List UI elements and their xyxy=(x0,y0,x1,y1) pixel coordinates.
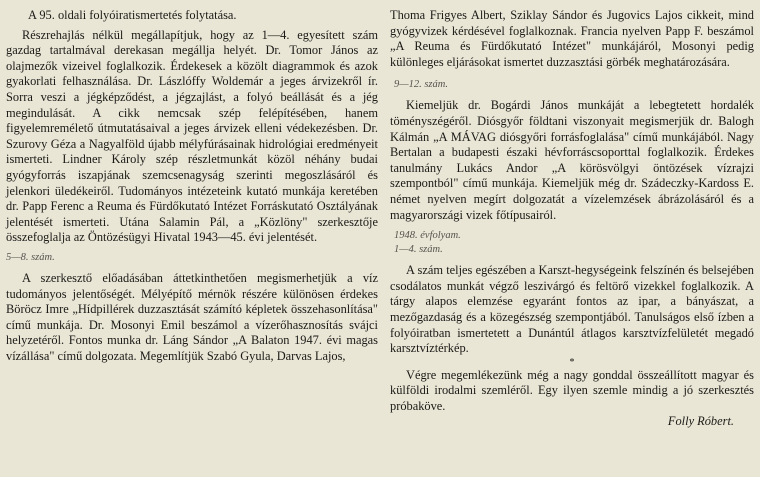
paragraph-1948-issue: A szám teljes egészében a Karszt-hegységeink felszínén és belsejében csodálatos munkát végző leszivárgó és feltörő vizekkel foglalkozik. A tárgy alapos elemzése egyaránt fontos az ipar, a bányászat, a mezőgazdaság és a közegészség szempontjából. Tanulságos első ízben a folyóiratban ismertetett a Dunántúl átlagos karsztvízfelületét megadó karsztvíztérkép. xyxy=(390,263,754,356)
paragraph-closing: Végre megemlékezünk még a nagy gonddal összeállított magyar és külföldi irodalmi szemléről. Egy ilyen szemle mindig a jó szerkesztés próbaköve. xyxy=(390,367,754,413)
section-heading-1948-1-4: 1—4. szám. xyxy=(394,244,443,256)
paragraph-issue-1-4: Részrehajlás nélkül megállapítjuk, hogy az 1—4. egyesített szám gazdag tartalmával derekasan megállja helyét. Dr. Tomor János az olajmezők vizeivel foglalkozik. Érdekesek a közölt diagrammok és azok gyakorlati felhasználása. Dr. Lászlóffy Woldemár a jeges árvizekről ír. Sorra veszi a jégképződést, a jégzajlást, a folyó beállását és a jég megindulását. A cikk nemcsak szép felépítésében, hanem figyelemremélető útmutatásaival a jeges árvizek elleni védekezésben. Dr. Szurovy Géza a Nagyalföld újabb mélyfúrásainak hidrológiai eredményeit ismerteti. Lindner Károly szép részletmunkát közöl néhány budai gyógyforrás iszapjának szemcsenagyság szerinti megoszlásáról és jelenkori üledékeiről. Tudományos intézeteink kutató munkája keretében dr. Papp Ferenc a Reuma és Fürdőkutató Intézet Forráskutató Osztályának jelentését ismerteti. Utána Salamin Pál, a „Közlöny" szerkesztője összefoglalja az Öntözésügyi Hivatal 1943—45. évi jelentését. xyxy=(6,27,378,245)
section-heading-year-1948: 1948. évfolyam. xyxy=(394,230,461,242)
separator-asterisk: * xyxy=(569,356,575,368)
author-signature: Folly Róbert. xyxy=(667,414,734,429)
right-column xyxy=(390,0,754,430)
section-heading-9-12: 9—12. szám. xyxy=(394,79,448,91)
paragraph-issue-9-12: Kiemeljük dr. Bogárdi János munkáját a lebegtetett hordalék töményszégéről. Diósgyőr földtani viszonyait megismerjük dr. Balogh Kálmán „A MÁVAG diósgyőri forrásfoglalása" című munkájából. Nagy Bertalan a budapesti északi hévforráscsoporttal foglalkozik. Érdekes tanulmány Lukács Andor „A körösvölgyi öntözések vízrajzi szempontból" című munkája. Kiemeljük még dr. Szádeczky-Kardoss E. német nyelven megírt dolgozatát a vízelemzések ábrázolásáról és a magyarországi vizek főtípusairól. xyxy=(390,98,754,222)
paragraph-issue-5-8: A szerkesztő előadásában áttetkinthetően megismerhetjük a víz tudományos jelentőségét. Mélyépítő mérnök részére különösen érdekes Böröcz Imre „Hídpillérek duzzasztását számító képletek összehasonlítása" című munkája. Dr. Mosonyi Emil beszámol a vízerőhasznosítás svájci helyzetéről. Fontos munka dr. Láng Sándor „A Balaton 1947. évi magas vízállása" című dolgozata. Megemlítjük Szabó Gyula, Darvas Lajos, xyxy=(6,270,378,363)
continuation-heading: A 95. oldali folyóiratismertetés folytatása. xyxy=(28,8,237,22)
left-column xyxy=(6,0,378,364)
paragraph-continued: Thoma Frigyes Albert, Sziklay Sándor és Jugovics Lajos cikkeit, mind gyógyvizek kérdésével foglalkoznak. Francia nyelven Papp F. beszámol „A Reuma és Fürdőkutató Intézet" munkájáról, Mosonyi pedig különleges eljárásokat ismertet duzzasztási görbék meghatározására. xyxy=(390,8,754,69)
section-heading-5-8: 5—8. szám. xyxy=(6,251,55,263)
